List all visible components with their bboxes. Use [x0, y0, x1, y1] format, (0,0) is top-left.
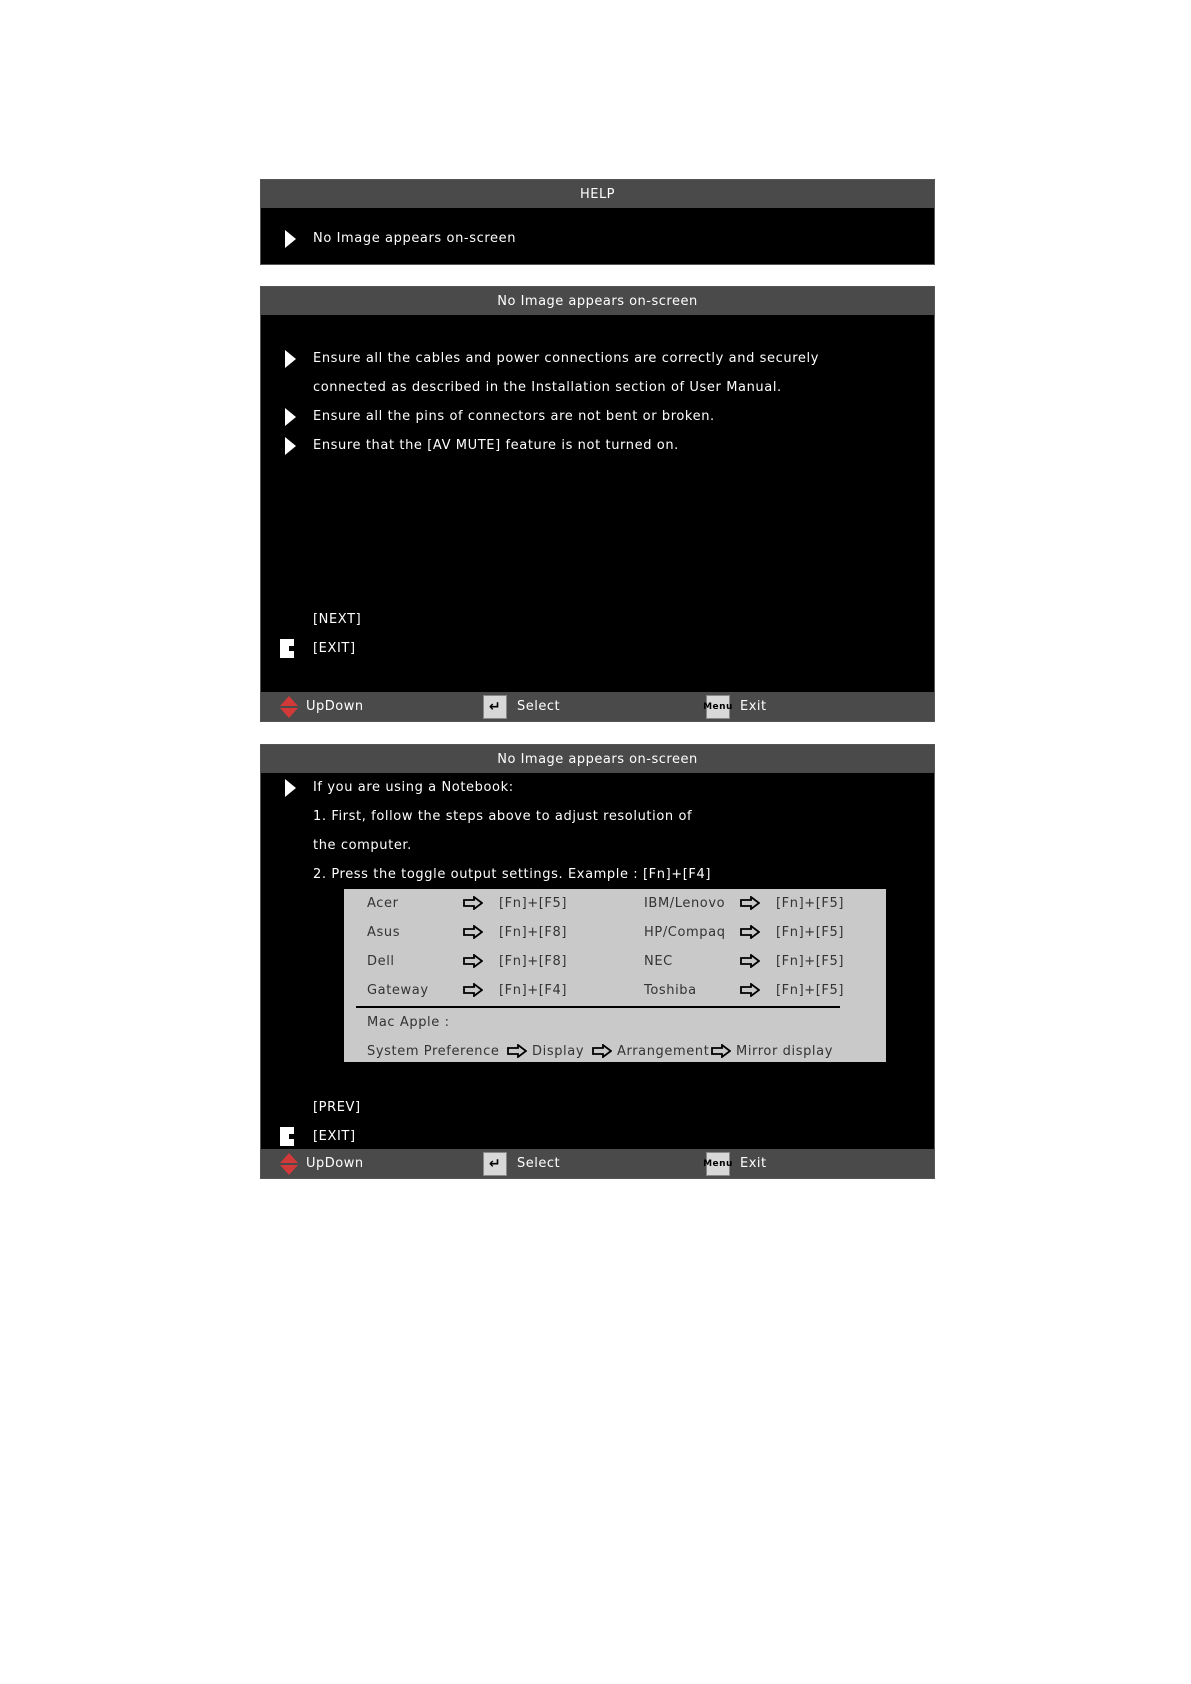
bullet-text: connected as described in the Installation section of User Manual.	[313, 380, 782, 395]
brand-name: Gateway	[367, 983, 429, 998]
shortcut-keys: [Fn]+[F5]	[776, 954, 845, 969]
mac-path-step: Mirror display	[736, 1044, 833, 1059]
right-arrow-icon	[463, 983, 483, 997]
menu-key-icon: Menu	[706, 1152, 730, 1176]
no-image-panel-page2	[260, 744, 935, 1179]
help-item-label: No Image appears on-screen	[313, 231, 517, 246]
panel-title: No Image appears on-screen	[261, 287, 934, 315]
mac-label: Mac Apple :	[367, 1015, 450, 1030]
prev-option[interactable]	[261, 1093, 934, 1122]
enter-key-icon: ↵	[483, 695, 507, 719]
brand-name: Asus	[367, 925, 401, 940]
updown-label: UpDown	[306, 1156, 364, 1171]
exit-label: Exit	[740, 699, 767, 714]
shortcut-keys: [Fn]+[F5]	[776, 896, 845, 911]
footer-exit	[703, 692, 767, 721]
brand-name: Dell	[367, 954, 395, 969]
right-arrow-icon	[463, 954, 483, 968]
enter-key-icon: ↵	[483, 1152, 507, 1176]
exit-option[interactable]	[261, 634, 934, 663]
bullet-text: Ensure that the [AV MUTE] feature is not turned on.	[313, 438, 679, 453]
footer-updown	[280, 1149, 364, 1178]
right-arrow-icon	[740, 954, 760, 968]
right-arrow-icon	[740, 983, 760, 997]
notebook-step	[261, 860, 934, 889]
exit-option[interactable]	[261, 1122, 934, 1151]
help-panel-title: HELP	[261, 180, 934, 208]
exit-label: [EXIT]	[313, 1129, 356, 1144]
shortcut-keys: [Fn]+[F5]	[776, 983, 845, 998]
bullet-item	[261, 431, 934, 460]
footer-select	[483, 1149, 560, 1178]
exit-cursor-icon	[280, 1127, 294, 1146]
notebook-line: the computer.	[313, 838, 412, 853]
footer-select	[483, 692, 560, 721]
shortcut-keys: [Fn]+[F8]	[499, 954, 568, 969]
mac-path-step: Display	[532, 1044, 585, 1059]
right-arrow-icon	[507, 1044, 527, 1058]
brand-name: IBM/Lenovo	[644, 896, 726, 911]
right-arrow-icon	[740, 925, 760, 939]
notebook-line: 1. First, follow the steps above to adjust resolution of	[313, 809, 693, 824]
updown-arrows-icon	[280, 696, 298, 718]
bullet-arrow-icon	[285, 408, 296, 426]
mac-path-step: System Preference	[367, 1044, 500, 1059]
brand-name: HP/Compaq	[644, 925, 726, 940]
shortcut-table	[344, 889, 886, 1062]
shortcut-keys: [Fn]+[F5]	[776, 925, 845, 940]
shortcut-keys: [Fn]+[F4]	[499, 983, 568, 998]
footer-bar	[261, 1149, 934, 1178]
footer-updown	[280, 692, 364, 721]
no-image-panel-page1	[260, 286, 935, 722]
brand-name: NEC	[644, 954, 673, 969]
shortcut-keys: [Fn]+[F5]	[499, 896, 568, 911]
right-arrow-icon	[711, 1044, 731, 1058]
menu-key-icon: Menu	[706, 695, 730, 719]
select-label: Select	[517, 1156, 561, 1171]
exit-cursor-icon	[280, 639, 294, 658]
right-arrow-icon	[592, 1044, 612, 1058]
bullet-item	[261, 773, 934, 802]
updown-arrows-icon	[280, 1153, 298, 1175]
shortcut-keys: [Fn]+[F8]	[499, 925, 568, 940]
updown-label: UpDown	[306, 699, 364, 714]
exit-label: Exit	[740, 1156, 767, 1171]
notebook-step	[261, 831, 934, 860]
selector-arrow-icon	[285, 230, 296, 248]
footer-bar	[261, 692, 934, 721]
next-option[interactable]	[261, 605, 934, 634]
panel-title: No Image appears on-screen	[261, 745, 934, 773]
bullet-text: Ensure all the pins of connectors are not bent or broken.	[313, 409, 715, 424]
bullet-arrow-icon	[285, 437, 296, 455]
mac-path-step: Arrangement	[617, 1044, 710, 1059]
notebook-line: If you are using a Notebook:	[313, 780, 514, 795]
select-label: Select	[517, 699, 561, 714]
next-label: [NEXT]	[313, 612, 362, 627]
bullet-arrow-icon	[285, 779, 296, 797]
right-arrow-icon	[463, 925, 483, 939]
bullet-arrow-icon	[285, 350, 296, 368]
notebook-line: 2. Press the toggle output settings. Example : [Fn]+[F4]	[313, 867, 712, 882]
bullet-continuation	[261, 373, 934, 402]
footer-exit	[703, 1149, 767, 1178]
help-panel	[260, 179, 935, 265]
notebook-step	[261, 802, 934, 831]
bullet-item	[261, 344, 934, 373]
brand-name: Acer	[367, 896, 399, 911]
prev-label: [PREV]	[313, 1100, 361, 1115]
exit-label: [EXIT]	[313, 641, 356, 656]
right-arrow-icon	[740, 896, 760, 910]
bullet-text: Ensure all the cables and power connections are correctly and securely	[313, 351, 819, 366]
brand-name: Toshiba	[644, 983, 697, 998]
right-arrow-icon	[463, 896, 483, 910]
help-item-no-image[interactable]	[261, 224, 934, 253]
bullet-item	[261, 402, 934, 431]
